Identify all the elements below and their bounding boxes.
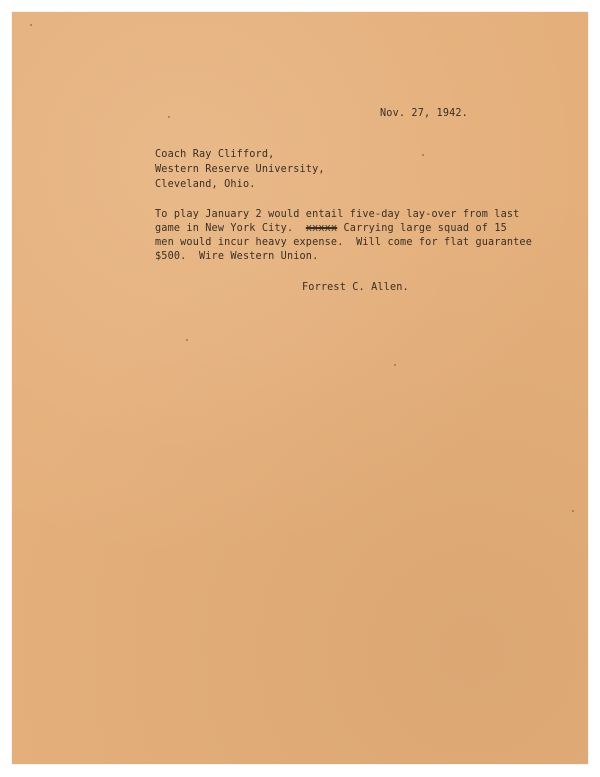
body-line-2-end: Carrying large squad of 15	[337, 223, 507, 234]
addressee-organization: Western Reserve University,	[155, 164, 325, 175]
body-line-4: $500. Wire Western Union.	[155, 251, 319, 262]
signature: Forrest C. Allen.	[302, 282, 409, 293]
struck-out-text: xxxxx	[305, 223, 338, 234]
paper-speck	[572, 510, 574, 512]
body-line-1: To play January 2 would entail five-day lay-over from last	[155, 209, 520, 220]
paper-speck	[30, 24, 32, 26]
letter-date: Nov. 27, 1942.	[380, 108, 468, 119]
paper-speck	[168, 116, 170, 118]
body-line-2	[155, 223, 507, 234]
addressee-location: Cleveland, Ohio.	[155, 179, 256, 190]
body-line-2-start: game in New York City.	[155, 223, 306, 234]
addressee-name: Coach Ray Clifford,	[155, 149, 275, 160]
letter-page	[12, 12, 588, 764]
body-line-3: men would incur heavy expense. Will come for flat guarantee	[155, 237, 533, 248]
paper-speck	[422, 154, 424, 156]
paper-speck	[394, 364, 396, 366]
paper-speck	[186, 339, 188, 341]
